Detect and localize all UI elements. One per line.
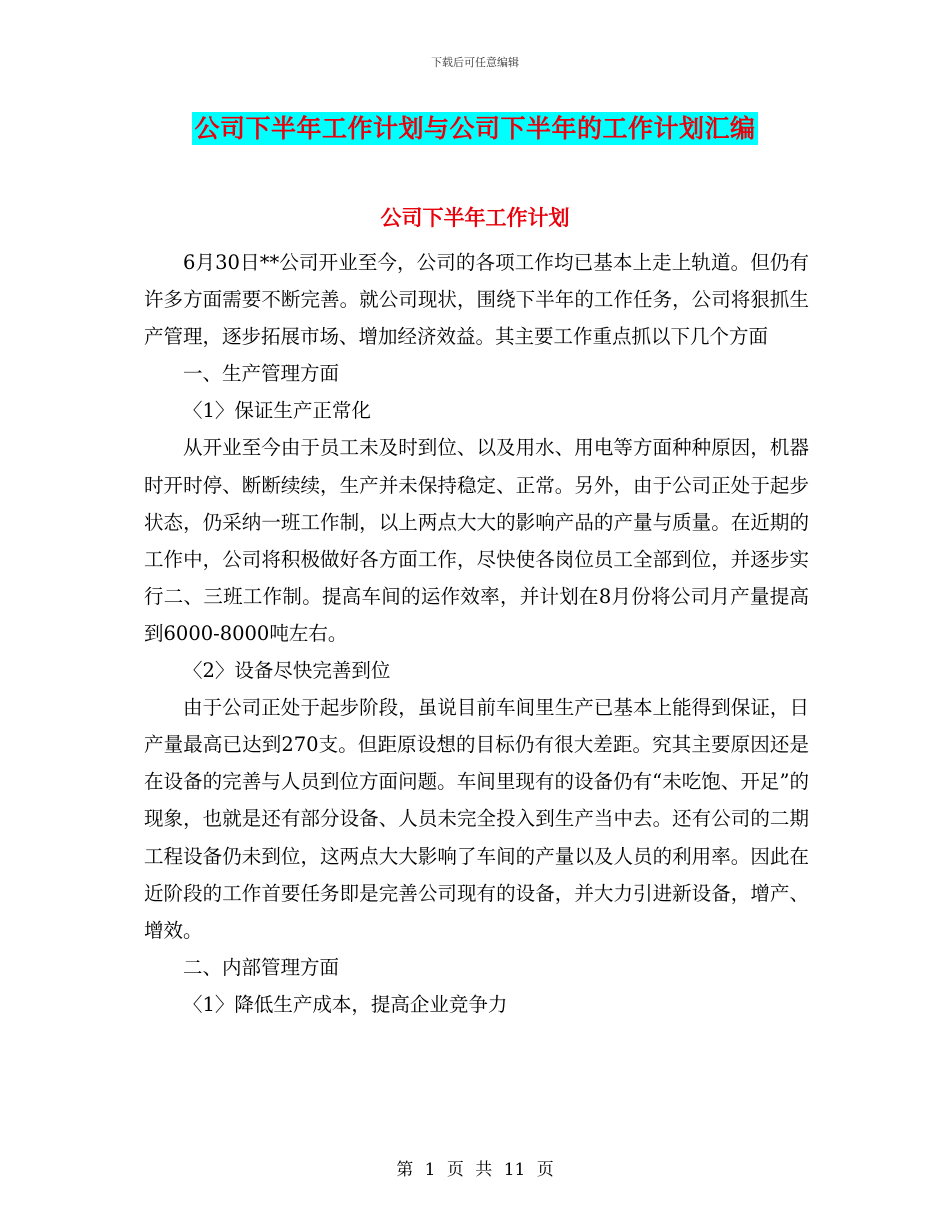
subheading-reduce-cost: 〈1〉降低生产成本，提高企业竞争力 [183, 992, 508, 1016]
document-body [144, 244, 809, 1023]
header-note: 下载后可任意编辑 [431, 56, 519, 69]
main-title-container [0, 112, 950, 145]
paragraph-intro: 6月30日**公司开业至今，公司的各项工作均已基本上走上轨道。但仍有许多方面需要不断完善。就公司现状，围绕下半年的工作任务，公司将狠抓生产管理，逐步拓展市场、增加经济效益。其主要工作重点抓以下几个方面 [144, 251, 809, 349]
paragraph-equipment: 由于公司正处于起步阶段，虽说目前车间里生产已基本上能得到保证，日产量最高已达到270支。但距原设想的目标仍有很大差距。究其主要原因还是在设备的完善与人员到位方面问题。车间里现有的设备仍有“未吃饱、开足”的现象，也就是还有部分设备、人员未完全投入到生产当中去。还有公司的二期工程设备仍未到位，这两点大大影响了车间的产量以及人员的利用率。因此在近阶段的工作首要任务即是完善公司现有的设备，并大力引进新设备，增产、增效。 [144, 696, 809, 942]
heading-production-management: 一、生产管理方面 [183, 362, 340, 386]
paragraph-normal-production: 从开业至今由于员工未及时到位、以及用水、用电等方面种种原因，机器时开时停、断断续续，生产并未保持稳定、正常。另外，由于公司正处于起步状态，仍采纳一班工作制，以上两点大大的影响产品的产量与质量。在近期的工作中，公司将积极做好各方面工作，尽快使各岗位员工全部到位，并逐步实行二、三班工作制。提高车间的运作效率，并计划在8月份将公司月产量提高到6000-8000吨左右。 [144, 436, 809, 645]
document-title: 公司下半年工作计划与公司下半年的工作计划汇编 [194, 114, 756, 143]
subheading-equipment: 〈2〉设备尽快完善到位 [183, 659, 391, 683]
heading-internal-management: 二、内部管理方面 [183, 955, 340, 979]
section-title: 公司下半年工作计划 [380, 206, 570, 230]
page-number: 第 1 页 共 11 页 [396, 1160, 554, 1180]
subheading-normal-production: 〈1〉保证生产正常化 [183, 399, 371, 423]
